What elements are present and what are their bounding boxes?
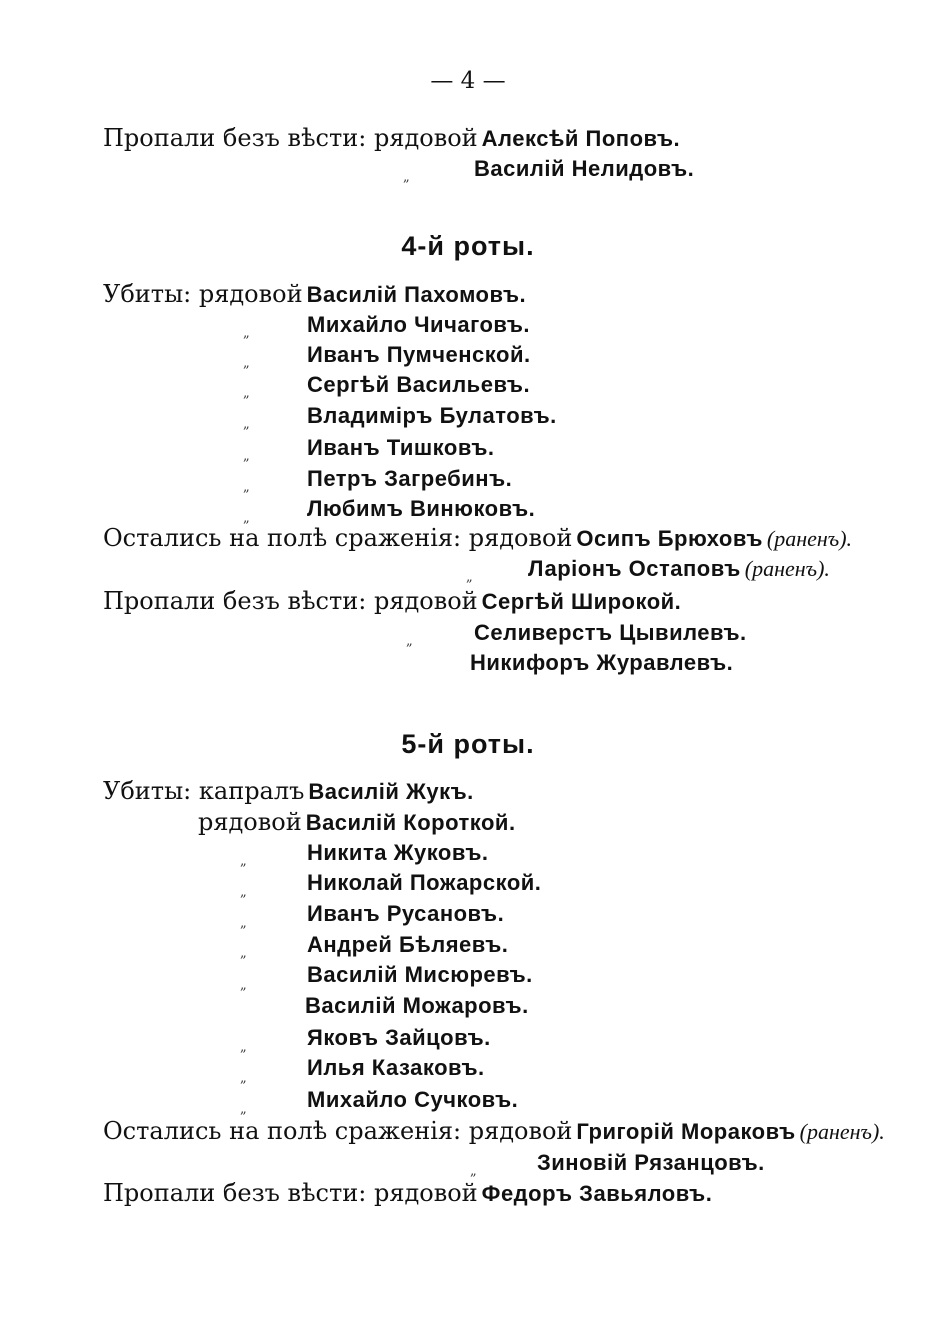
ditto-mark: „ [470, 1164, 477, 1179]
ditto-mark: „ [243, 511, 250, 526]
sec5-field-line [103, 1117, 885, 1145]
ditto-mark: „ [243, 417, 250, 432]
wounded-note: (раненъ). [766, 526, 853, 551]
soldier-name: Яковъ Зайцовъ. [307, 1025, 491, 1050]
sec4-killed-line [103, 280, 526, 308]
soldier-name: Сергѣй Васильевъ. [307, 372, 531, 397]
ditto-mark: „ [240, 854, 247, 869]
ditto-mark: „ [240, 1102, 247, 1117]
ditto-mark: „ [240, 978, 247, 993]
soldier-name: Алексѣй Поповъ. [481, 126, 681, 151]
field-label: Остались на полѣ сраженія: рядовой [103, 1117, 573, 1145]
soldier-name: Василій Короткой. [305, 810, 516, 835]
soldier-name: Иванъ Русановъ. [307, 901, 505, 926]
ditto-mark: „ [403, 170, 410, 185]
ditto-mark: „ [243, 386, 250, 401]
killed-label: Убиты: рядовой [103, 280, 303, 308]
soldier-name: Никифоръ Журавлевъ. [470, 650, 734, 675]
soldier-name: Осипъ Брюховъ [576, 526, 763, 551]
ditto-mark: „ [243, 480, 250, 495]
sec4-field-line-2 [528, 556, 830, 582]
sec3-missing-line [103, 124, 680, 152]
ditto-mark: „ [240, 916, 247, 931]
soldier-name: Федоръ Завьяловъ. [481, 1181, 713, 1206]
soldier-name: Ларіонъ Остаповъ [528, 556, 741, 581]
soldier-name: Михайло Сучковъ. [307, 1087, 519, 1112]
wounded-note: (раненъ). [744, 556, 830, 581]
soldier-name: Василій Пахомовъ. [306, 282, 527, 307]
soldier-name: Григорій Мораковъ [576, 1119, 796, 1144]
soldier-name: Селиверстъ Цывилевъ. [474, 620, 747, 645]
soldier-name: Василій Жукъ. [308, 779, 474, 804]
ditto-mark: „ [240, 1071, 247, 1086]
sec4-missing-line [103, 587, 681, 615]
sec4-field-line [103, 524, 852, 552]
soldier-name: Василій Нелидовъ. [474, 156, 695, 181]
ditto-mark: „ [243, 449, 250, 464]
rank-label: рядовой [198, 808, 302, 836]
sec5-private-line [198, 808, 516, 836]
company-heading: 4-й роты. [401, 231, 535, 261]
missing-label: Пропали безъ вѣсти: рядовой [103, 124, 478, 152]
soldier-name: Василій Можаровъ. [305, 993, 529, 1018]
ditto-mark: „ [240, 946, 247, 961]
ditto-mark: „ [240, 1040, 247, 1055]
soldier-name: Сергѣй Широкой. [481, 589, 682, 614]
page-number: — 4 — [430, 68, 506, 94]
ditto-mark: „ [243, 326, 250, 341]
soldier-name: Михайло Чичаговъ. [307, 312, 531, 337]
ditto-mark: „ [243, 356, 250, 371]
company-heading: 5-й роты. [401, 729, 535, 759]
soldier-name: Андрей Бѣляевъ. [307, 932, 509, 957]
soldier-name: Илья Казаковъ. [307, 1055, 485, 1080]
killed-label: Убиты: капралъ [103, 777, 305, 805]
sec5-missing-line [103, 1179, 712, 1207]
missing-label: Пропали безъ вѣсти: рядовой [103, 587, 478, 615]
soldier-name: Иванъ Пумченской. [307, 342, 531, 367]
soldier-name: Николай Пожарской. [307, 870, 542, 895]
soldier-name: Петръ Загребинъ. [307, 466, 513, 491]
soldier-name: Зиновій Рязанцовъ. [537, 1150, 765, 1175]
soldier-name: Никита Жуковъ. [307, 840, 489, 865]
field-label: Остались на полѣ сраженія: рядовой [103, 524, 573, 552]
sec5-killed-line [103, 777, 474, 805]
ditto-mark: „ [466, 570, 473, 585]
ditto-mark: „ [406, 634, 413, 649]
soldier-name: Иванъ Тишковъ. [307, 435, 495, 460]
ditto-mark: „ [240, 885, 247, 900]
soldier-name: Любимъ Винюковъ. [307, 496, 536, 521]
wounded-note: (раненъ). [799, 1119, 885, 1144]
soldier-name: Владиміръ Булатовъ. [307, 403, 557, 428]
soldier-name: Василій Мисюревъ. [307, 962, 533, 987]
missing-label: Пропали безъ вѣсти: рядовой [103, 1179, 478, 1207]
